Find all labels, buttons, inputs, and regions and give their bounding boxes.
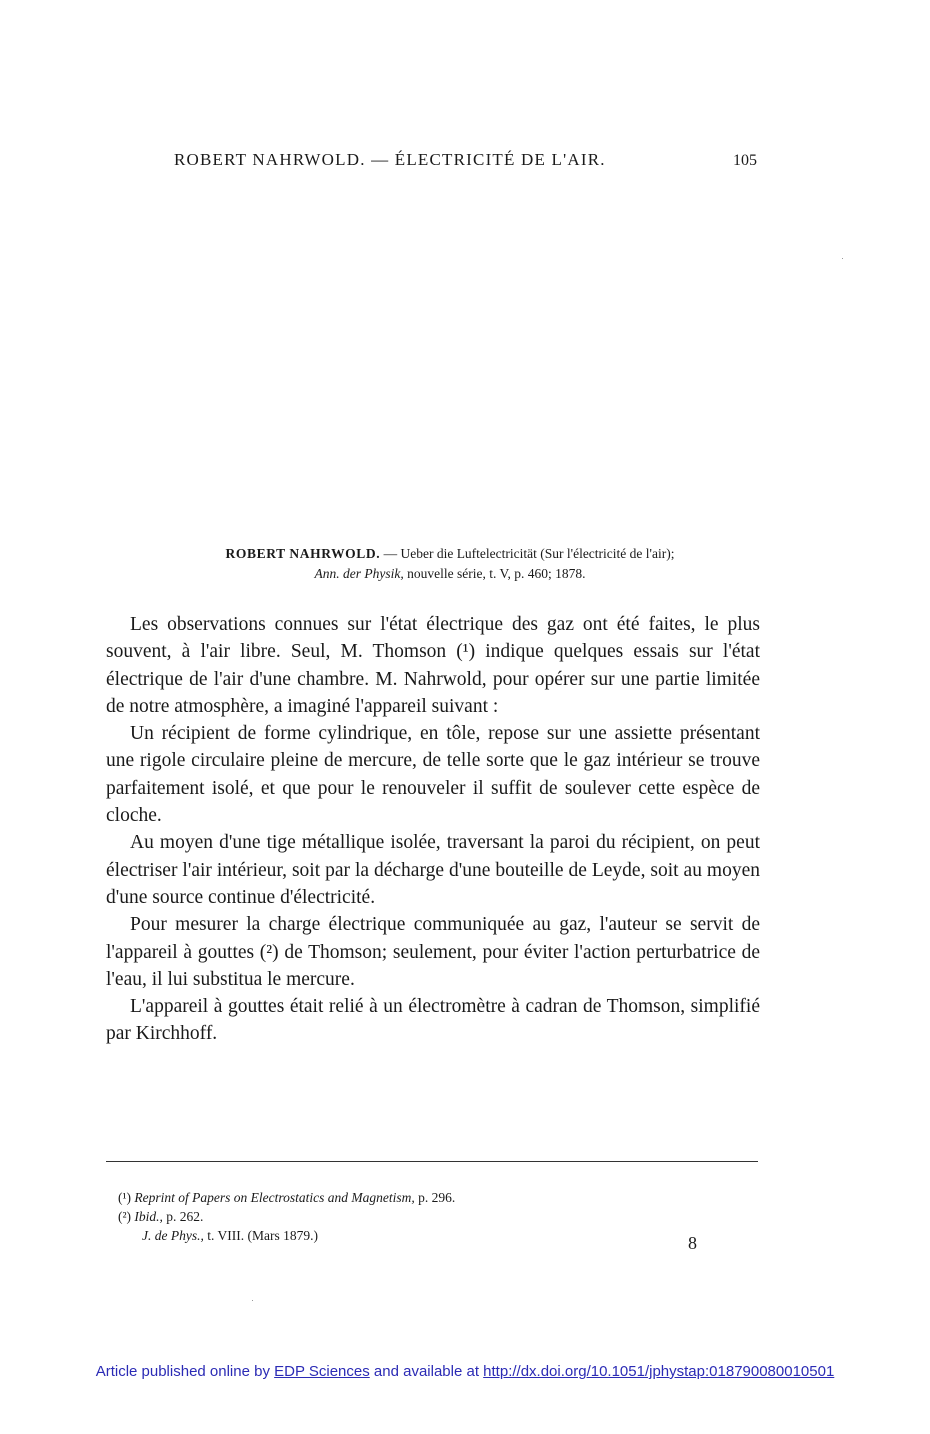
citation-title: — Ueber die Luftelectricität (Sur l'électricité de l'air); — [380, 546, 675, 561]
paragraph: Un récipient de forme cylindrique, en tôle, repose sur une assiette présentant une rigole circulaire pleine de mercure, de telle sorte que le gaz intérieur se trouve parfaitement isolé, et que pour le renouveler il suffit de soulever cette espèce de cloche. — [106, 723, 760, 827]
footnote-2-title: Ibid., — [134, 1209, 163, 1224]
publisher-prefix: Article published online by — [95, 1363, 275, 1380]
paragraph: Pour mesurer la charge électrique communiquée au gaz, l'auteur se servit de l'appareil à gouttes (²) de Thomson; seulement, pour éviter l'action perturbatrice de l'eau, il lui substitua le mercure. — [106, 914, 760, 990]
publisher-link[interactable]: EDP Sciences — [274, 1363, 370, 1380]
citation-author: ROBERT NAHRWOLD. — [225, 546, 381, 561]
journal-signature — [118, 1226, 455, 1245]
article-citation — [100, 544, 800, 584]
journal-abbrev: J. de Phys., — [142, 1228, 204, 1243]
publisher-middle: and available at — [369, 1363, 484, 1380]
footnote-2-mark: (²) — [118, 1209, 135, 1224]
footnotes — [118, 1188, 455, 1245]
doi-link[interactable]: http://dx.doi.org/10.1051/jphystap:018790080010501 — [483, 1363, 835, 1380]
footnote-2-page: p. 262. — [162, 1209, 204, 1224]
footnote-1-page: p. 296. — [414, 1190, 456, 1205]
scan-speck — [842, 258, 843, 259]
paragraph: Les observations connues sur l'état électrique des gaz ont été faites, le plus souvent, à l'air libre. Seul, M. Thomson (¹) indique quelques essais sur l'état électrique de l'air d'une chambre. M. Nahrwold, pour opérer sur une partie limitée de notre atmosphère, a imaginé l'appareil suivant : — [106, 614, 760, 717]
footnote-2 — [118, 1207, 455, 1226]
publisher-bar — [0, 1363, 930, 1380]
footnote-divider — [106, 1161, 758, 1162]
citation-details: nouvelle série, t. V, p. 460; 1878. — [403, 566, 586, 581]
article-body — [106, 611, 760, 1048]
signature-number: 8 — [688, 1233, 697, 1253]
paragraph: L'appareil à gouttes était relié à un électromètre à cadran de Thomson, simplifié par Kirchhoff. — [106, 996, 760, 1045]
footnote-1-title: Reprint of Papers on Electrostatics and Magnetism, — [134, 1190, 415, 1205]
journal-details: t. VIII. (Mars 1879.) — [203, 1228, 318, 1243]
footnote-1 — [118, 1188, 455, 1207]
page-number: 105 — [733, 152, 757, 169]
paragraph: Au moyen d'une tige métallique isolée, traversant la paroi du récipient, on peut électriser l'air intérieur, soit par la décharge d'une bouteille de Leyde, soit au moyen d'une source continue d'électricité. — [106, 832, 760, 908]
running-title: ROBERT NAHRWOLD. — ÉLECTRICITÉ DE L'AIR. — [174, 150, 606, 169]
citation-journal: Ann. der Physik, — [314, 566, 404, 581]
footnote-1-mark: (¹) — [118, 1190, 135, 1205]
scan-speck — [252, 1300, 253, 1301]
